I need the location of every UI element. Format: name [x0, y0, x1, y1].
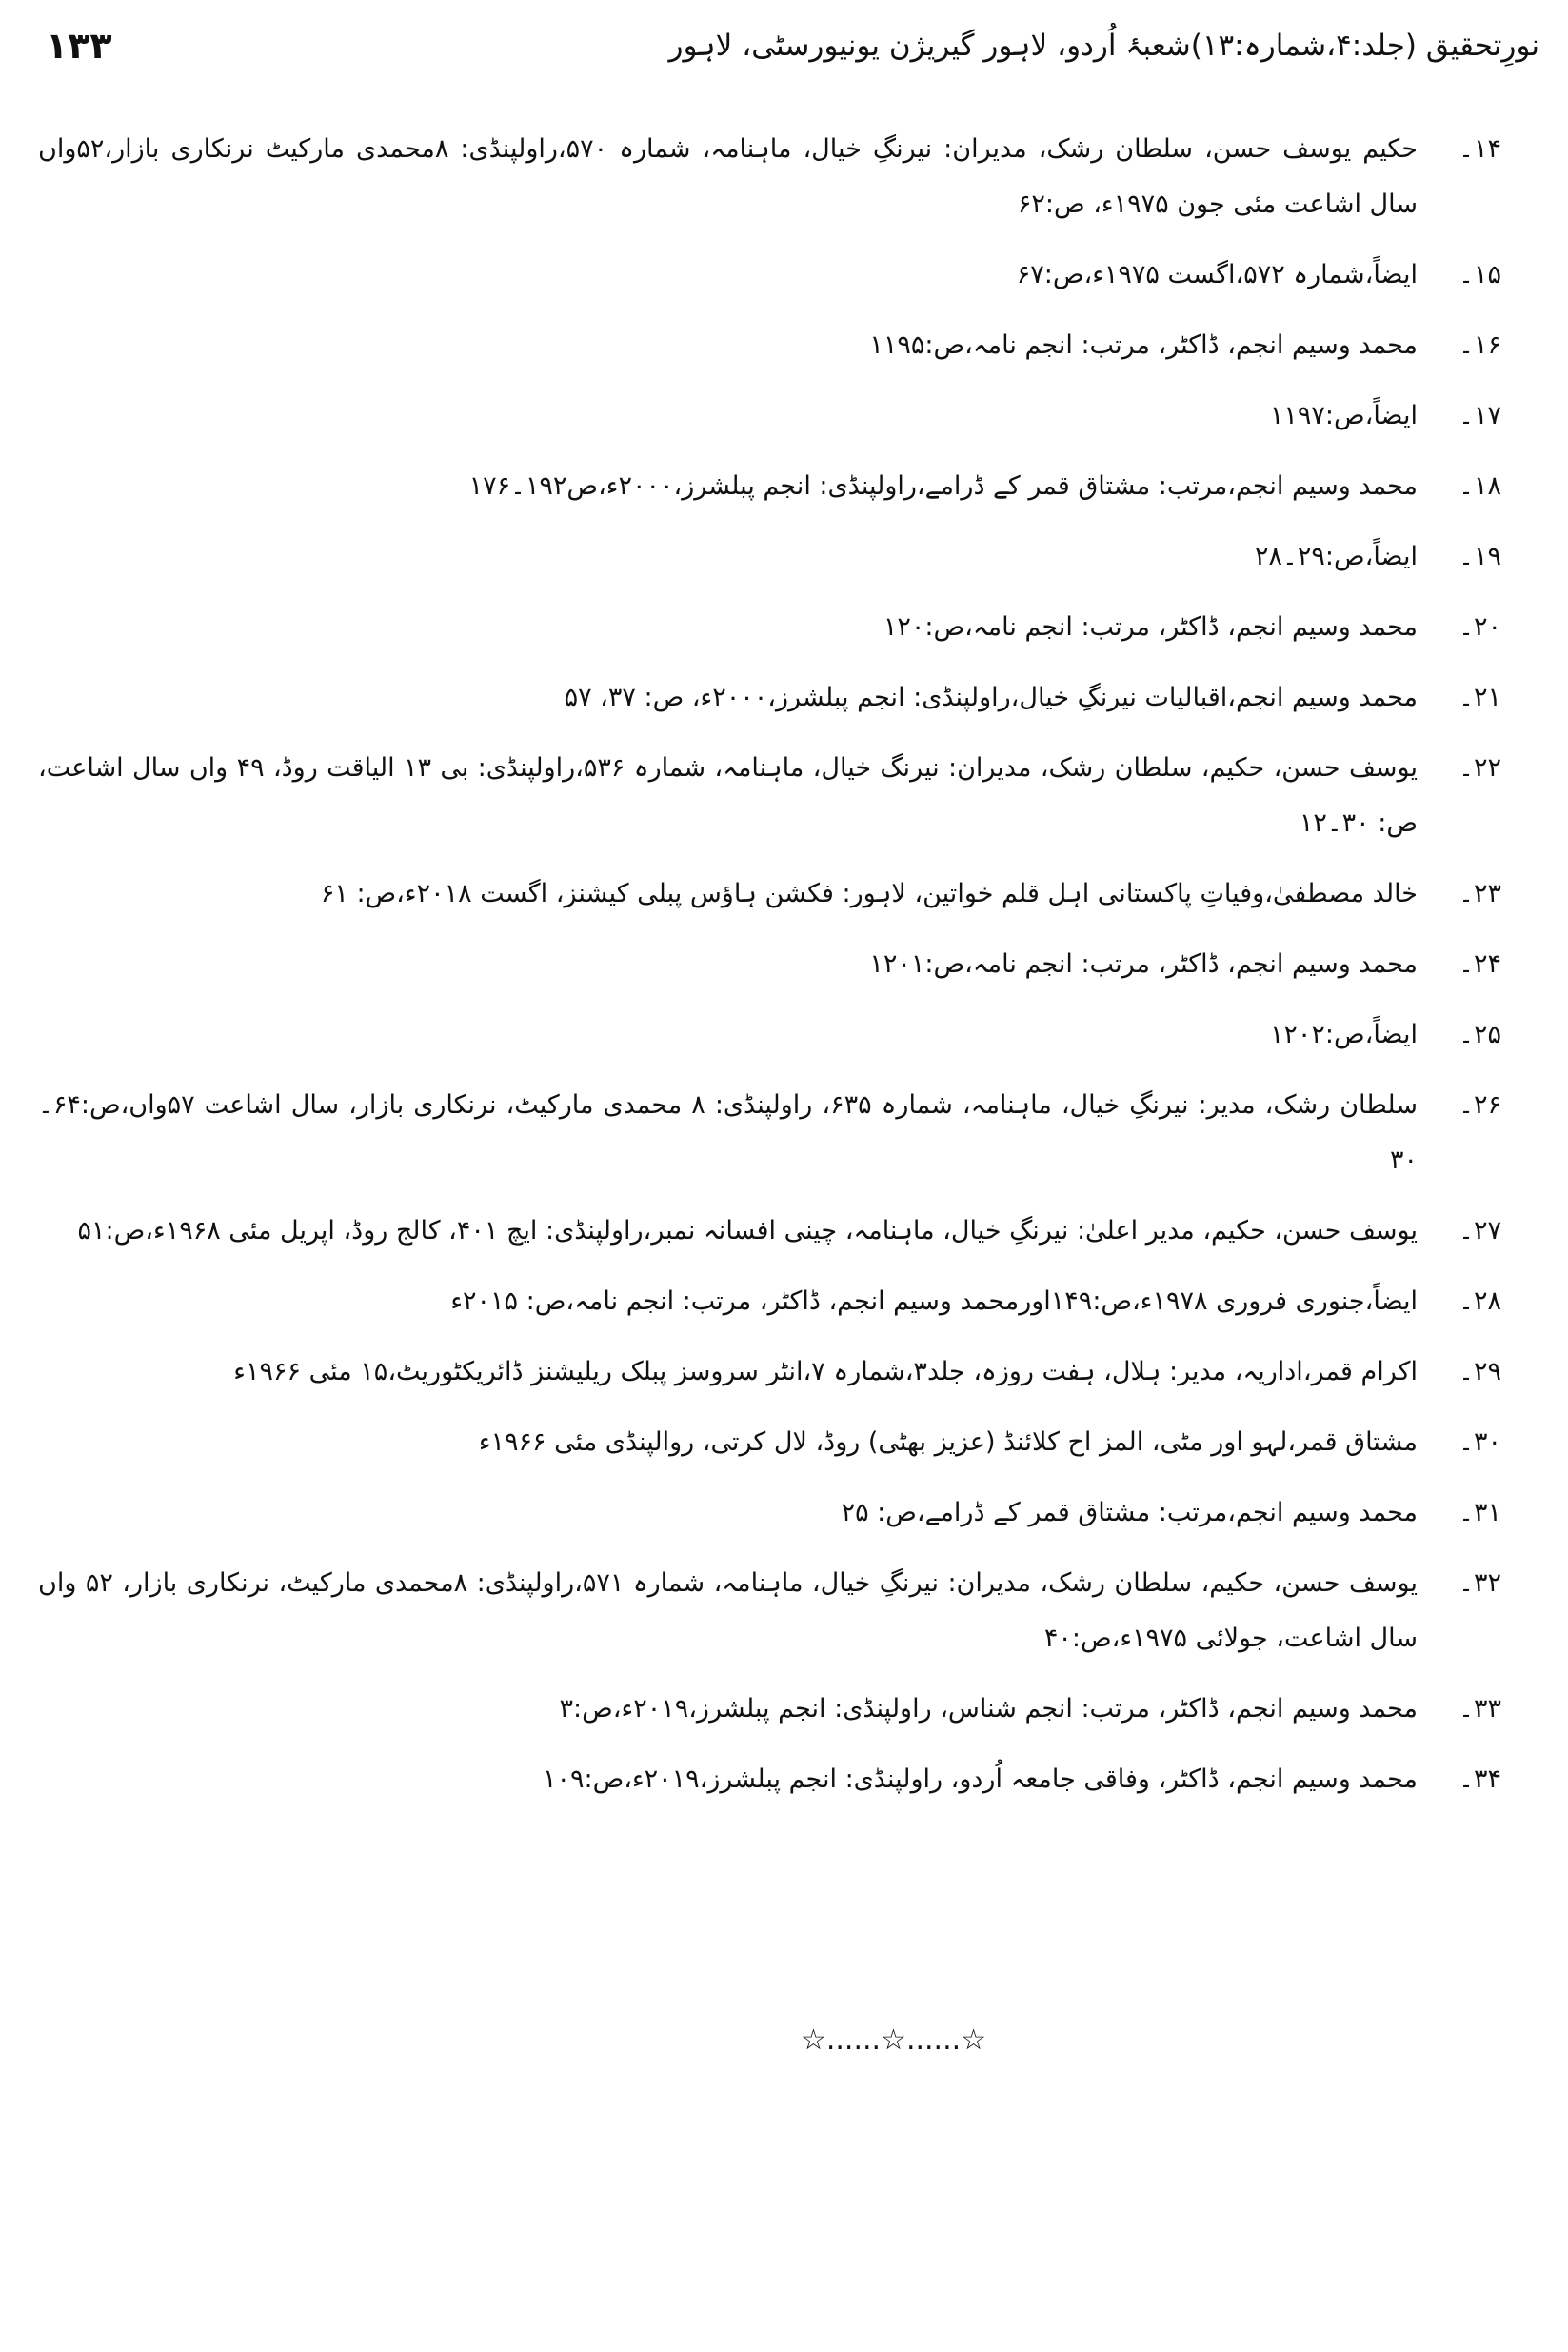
endnote-28	[38, 1274, 1530, 1329]
endnote-text: یوسف حسن، حکیم، سلطان رشک، مدیران: نیرنگ خیال، ماہنامہ، شمارہ ۵۳۶،راولپنڈی: بی ۱۳ الیاقت روڈ، ۴۹ واں سال اشاعت، ص: ۳۰۔۱۲	[38, 753, 1418, 838]
endnote-number: ۱۸۔	[1459, 471, 1501, 501]
endnote-text: ایضاً،ص:۱۲۰۲	[1269, 1020, 1418, 1049]
endnote-text: محمد وسیم انجم،مرتب: مشتاق قمر کے ڈرامے،ص: ۲۵	[841, 1498, 1418, 1527]
endnote-14	[38, 122, 1530, 232]
endnote-number: ۳۴۔	[1459, 1764, 1501, 1794]
endnote-text: محمد وسیم انجم، ڈاکٹر، مرتب: انجم نامہ،ص:۱۱۹۵	[869, 330, 1418, 360]
endnote-22	[38, 741, 1530, 851]
endnote-number: ۱۷۔	[1459, 401, 1501, 430]
endnote-text: محمد وسیم انجم،اقبالیات نیرنگِ خیال،راولپنڈی: انجم پبلشرز،۲۰۰۰ء، ص: ۳۷، ۵۷	[564, 683, 1418, 712]
endnote-20	[38, 600, 1530, 655]
endnote-number: ۱۵۔	[1459, 260, 1501, 289]
endnote-17	[38, 389, 1530, 444]
endnote-number: ۱۴۔	[1459, 134, 1501, 164]
endnote-18	[38, 459, 1530, 514]
endnote-text: محمد وسیم انجم، ڈاکٹر، مرتب: انجم نامہ،ص:۱۲۰۱	[869, 949, 1418, 979]
endnote-33	[38, 1682, 1530, 1737]
endnote-26	[38, 1078, 1530, 1188]
endnote-text: محمد وسیم انجم، ڈاکٹر، وفاقی جامعہ اُردو، راولپنڈی: انجم پبلشرز،۲۰۱۹ء،ص:۱۰۹	[542, 1764, 1418, 1794]
endnote-number: ۲۴۔	[1459, 949, 1501, 979]
endnote-number: ۳۳۔	[1459, 1694, 1501, 1724]
page-header	[29, 21, 1539, 78]
endnote-text: ایضاً،ص:۲۹۔۲۸	[1255, 542, 1418, 571]
endnote-text: حکیم یوسف حسن، سلطان رشک، مدیران: نیرنگِ خیال، ماہنامہ، شمارہ ۵۷۰،راولپنڈی: ۸محمدی مارکیٹ نرنکاری بازار،۵۲واں سال اشاعت مئی جون ۱۹۷۵ء، ص:۶۲	[38, 134, 1418, 219]
endnote-32	[38, 1556, 1530, 1666]
endnote-text: یوسف حسن، حکیم، سلطان رشک، مدیران: نیرنگِ خیال، ماہنامہ، شمارہ ۵۷۱،راولپنڈی: ۸محمدی مارکیٹ، نرنکاری بازار، ۵۲ واں سال اشاعت، جولائی ۱۹۷۵ء،ص:۴۰	[38, 1568, 1418, 1653]
endnote-text: محمد وسیم انجم، ڈاکٹر، مرتب: انجم شناس، راولپنڈی: انجم پبلشرز،۲۰۱۹ء،ص:۳	[559, 1694, 1418, 1724]
endnote-34	[38, 1752, 1530, 1807]
endnote-15	[38, 248, 1530, 303]
endnote-27	[38, 1204, 1530, 1259]
endnote-16	[38, 318, 1530, 373]
endnote-number: ۲۹۔	[1459, 1357, 1501, 1386]
endnote-number: ۲۸۔	[1459, 1286, 1501, 1316]
endnote-30	[38, 1415, 1530, 1470]
journal-title: نورِتحقیق (جلد:۴،شمارہ:۱۳)شعبۂ اُردو، لاہور گیریژن یونیورسٹی، لاہور	[668, 29, 1539, 63]
endnote-31	[38, 1485, 1530, 1541]
endnote-text: خالد مصطفیٰ،وفیاتِ پاکستانی اہل قلم خواتین، لاہور: فکشن ہاؤس پبلی کیشنز، اگست ۲۰۱۸ء،ص: ۶۱	[320, 879, 1418, 908]
endnote-19	[38, 529, 1530, 585]
endnote-text: ایضاً،جنوری فروری ۱۹۷۸ء،ص:۱۴۹اورمحمد وسیم انجم، ڈاکٹر، مرتب: انجم نامہ،ص: ۲۰۱۵ء	[450, 1286, 1418, 1316]
endnote-text: ایضاً،ص:۱۱۹۷	[1269, 401, 1418, 430]
star-divider-ornament: ☆......☆......☆	[800, 2023, 987, 2057]
endnote-25	[38, 1007, 1530, 1063]
endnote-number: ۲۳۔	[1459, 879, 1501, 908]
endnotes-list	[38, 122, 1530, 1823]
endnote-29	[38, 1345, 1530, 1400]
endnote-number: ۲۰۔	[1459, 612, 1501, 642]
endnote-number: ۳۰۔	[1459, 1427, 1501, 1457]
endnote-number: ۳۱۔	[1459, 1498, 1501, 1527]
endnote-text: سلطان رشک، مدیر: نیرنگِ خیال، ماہنامہ، شمارہ ۶۳۵، راولپنڈی: ۸ محمدی مارکیٹ، نرنکاری بازار، سال اشاعت ۵۷واں،ص:۶۴۔۳۰	[38, 1090, 1418, 1175]
endnote-text: محمد وسیم انجم، ڈاکٹر، مرتب: انجم نامہ،ص:۱۲۰	[883, 612, 1418, 642]
endnote-23	[38, 867, 1530, 922]
endnote-text: اکرام قمر،اداریہ، مدیر: ہلال، ہفت روزہ، جلد۳،شمارہ ۷،انٹر سروسز پبلک ریلیشنز ڈائریکٹوریٹ،۱۵ مئی ۱۹۶۶ء	[233, 1357, 1418, 1386]
endnote-number: ۲۲۔	[1459, 753, 1501, 783]
endnote-number: ۲۵۔	[1459, 1020, 1501, 1049]
endnote-text: محمد وسیم انجم،مرتب: مشتاق قمر کے ڈرامے،راولپنڈی: انجم پبلشرز،۲۰۰۰ء،ص۱۹۲۔۱۷۶	[468, 471, 1418, 501]
endnote-text: ایضاً،شمارہ ۵۷۲،اگست ۱۹۷۵ء،ص:۶۷	[1016, 260, 1418, 289]
endnote-number: ۲۱۔	[1459, 683, 1501, 712]
endnote-number: ۱۹۔	[1459, 542, 1501, 571]
page-number: ۱۳۳	[46, 25, 112, 67]
endnote-number: ۲۶۔	[1459, 1090, 1501, 1120]
endnote-21	[38, 670, 1530, 726]
endnote-number: ۳۲۔	[1459, 1568, 1501, 1598]
endnote-text: مشتاق قمر،لہو اور مٹی، المز اح کلائنڈ (عزیز بھٹی) روڈ، لال کرتی، روالپنڈی مئی ۱۹۶۶ء	[478, 1427, 1418, 1457]
endnote-text: یوسف حسن، حکیم، مدیر اعلیٰ: نیرنگِ خیال، ماہنامہ، چینی افسانہ نمبر،راولپنڈی: ایچ ۴۰۱، کالج روڈ، اپریل مئی ۱۹۶۸ء،ص:۵۱	[77, 1216, 1418, 1246]
endnote-number: ۱۶۔	[1459, 330, 1501, 360]
endnote-number: ۲۷۔	[1459, 1216, 1501, 1246]
endnote-24	[38, 937, 1530, 992]
